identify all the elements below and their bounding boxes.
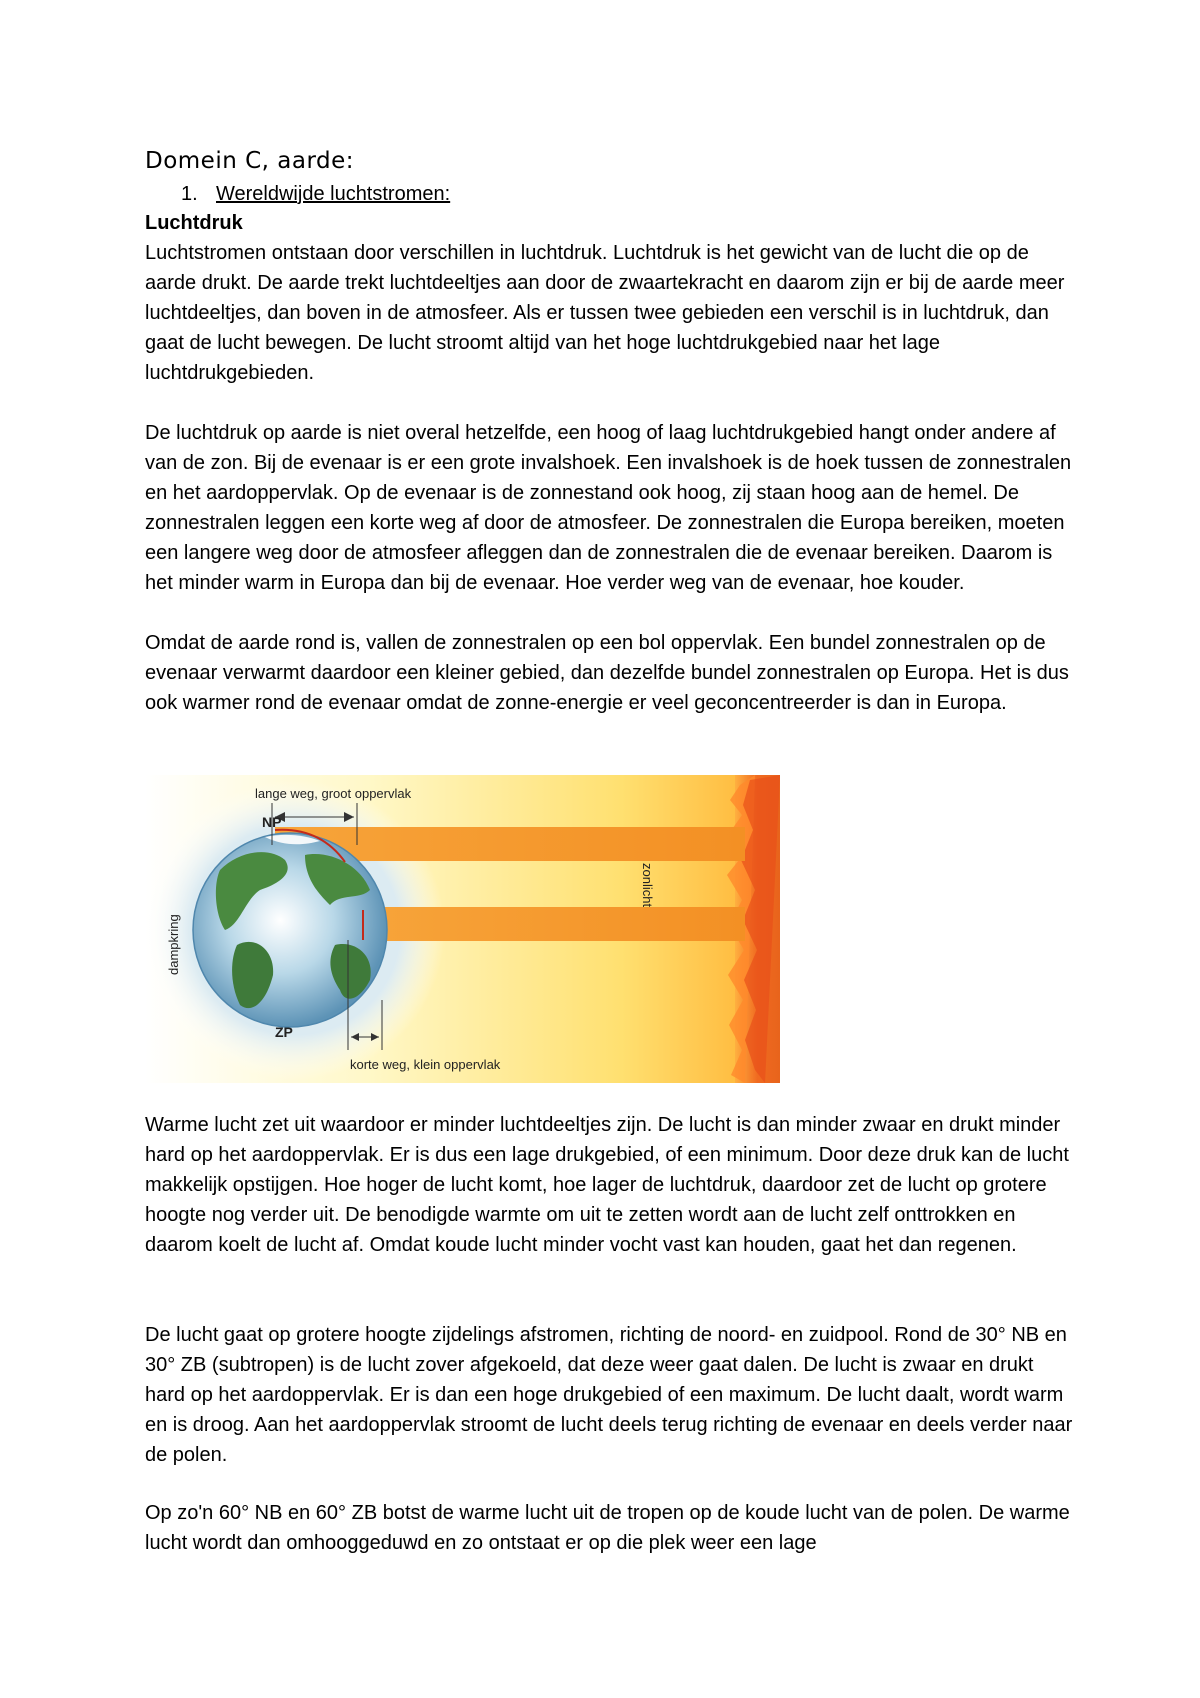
- sunlight-diagram: [145, 775, 780, 1083]
- paragraph-4: Warme lucht zet uit waardoor er minder luchtdeeltjes zijn. De lucht is dan minder zwaar en drukt minder hard op het aardoppervlak. Er is dus een lage drukgebied, of een minimum. Door deze druk kan de lucht makkelijk opstijgen. Hoe hoger de lucht komt, hoe lager de luchtdruk, daardoor zet de lucht op grotere hoogte nog verder uit. De benodigde warmte om uit te zetten wordt aan de lucht zelf onttrokken en daarom koelt de lucht af. Omdat koude lucht minder vocht vast kan houden, gaat het dan regenen.: [145, 1114, 1069, 1256]
- label-korte-weg: korte weg, klein oppervlak: [350, 1057, 501, 1072]
- paragraph-3: Omdat de aarde rond is, vallen de zonnestralen op een bol oppervlak. Een bundel zonnestralen op de evenaar verwarmt daardoor een kleiner gebied, dan dezelfde bundel zonnestralen op Europa. Het is dus ook warmer rond de evenaar omdat de zonne-energie er veel geconcentreerder is dan in Europa.: [145, 632, 1069, 714]
- label-lange-weg: lange weg, groot oppervlak: [255, 786, 412, 801]
- sunlight-diagram-svg: [145, 775, 780, 1083]
- section-title: Wereldwijde luchtstromen:: [216, 183, 451, 205]
- paragraph-5: De lucht gaat op grotere hoogte zijdelings afstromen, richting de noord- en zuidpool. Rond de 30° NB en 30° ZB (subtropen) is de lucht zover afgekoeld, dat deze weer gaat dalen. De lucht is zwaar en drukt hard op het aardoppervlak. Er is dan een hoge drukgebied of een maximum. De lucht daalt, wordt warm en is droog. Aan het aardoppervlak stroomt de lucht deels terug richting de evenaar en deels verder naar de polen.: [145, 1324, 1073, 1466]
- section-number: 1.: [181, 183, 198, 205]
- sunbeam-lower: [370, 907, 745, 941]
- paragraph-1: Luchtstromen ontstaan door verschillen in luchtdruk. Luchtdruk is het gewicht van de lucht die op de aarde drukt. De aarde trekt luchtdeeltjes aan door de zwaartekracht en daarom zijn er bij de aarde meer luchtdeeltjes, dan boven in de atmosfeer. Als er tussen twee gebieden een verschil is in luchtdruk, dan gaat de lucht bewegen. De lucht stroomt altijd van het hoge luchtdrukgebied naar het lage luchtdrukgebieden.: [145, 242, 1065, 384]
- domain-title: Domein C, aarde:: [145, 148, 355, 174]
- subheading-luchtdruk: Luchtdruk: [145, 212, 243, 234]
- label-zp: ZP: [275, 1024, 293, 1040]
- label-dampkring: dampkring: [166, 914, 181, 975]
- paragraph-2: De luchtdruk op aarde is niet overal hetzelfde, een hoog of laag luchtdrukgebied hangt onder andere af van de zon. Bij de evenaar is er een grote invalshoek. Een invalshoek is de hoek tussen de zonnestralen en het aardoppervlak. Op de evenaar is de zonnestand ook hoog, zij staan hoog aan de hemel. De zonnestralen leggen een korte weg af door de atmosfeer. De zonnestralen die Europa bereiken, moeten een langere weg door de atmosfeer afleggen dan de zonnestralen die de evenaar bereiken. Daarom is het minder warm in Europa dan bij de evenaar. Hoe verder weg van de evenaar, hoe kouder.: [145, 422, 1072, 594]
- label-np: NP: [262, 814, 282, 830]
- section-heading: [181, 183, 450, 206]
- label-zonlicht: zonlicht: [640, 863, 655, 908]
- paragraph-6: Op zo'n 60° NB en 60° ZB botst de warme lucht uit de tropen op de koude lucht van de polen. De warme lucht wordt dan omhooggeduwd en zo ontstaat er op die plek weer een lage: [145, 1502, 1070, 1554]
- earth-globe-icon: [193, 833, 387, 1027]
